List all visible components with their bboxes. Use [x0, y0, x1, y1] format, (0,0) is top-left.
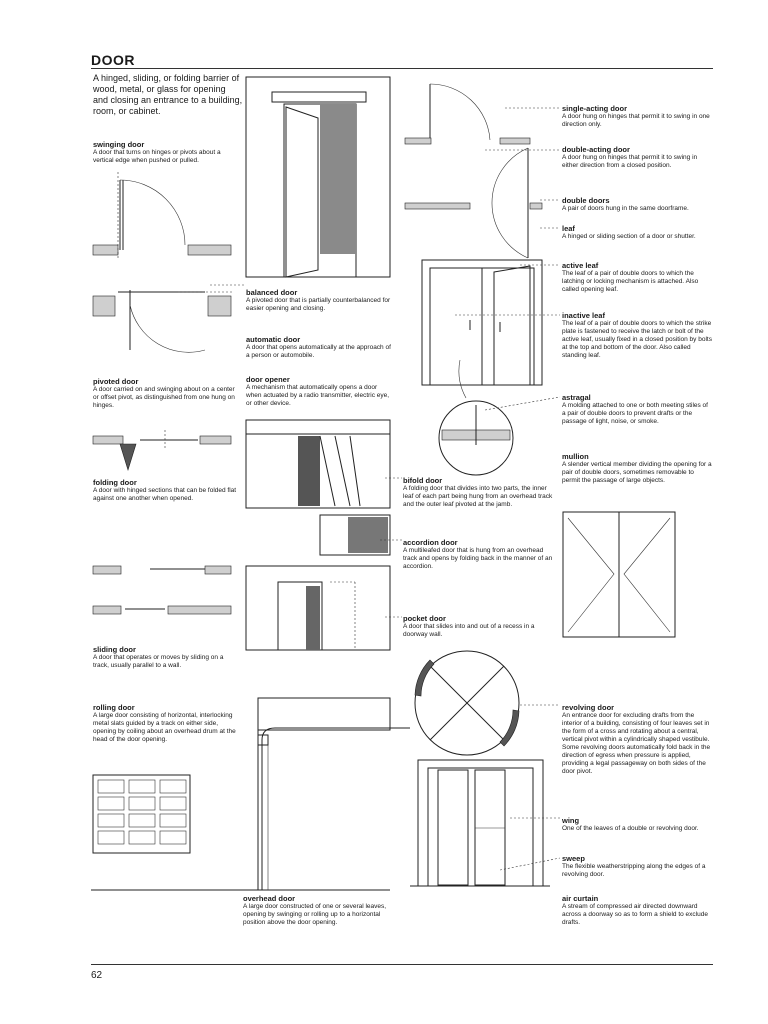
term-double-doors: double doors	[562, 196, 610, 205]
term-rolling-door: rolling door	[93, 703, 135, 712]
def-pocket-door: A door that slides into and out of a recess in a doorway wall.	[403, 623, 535, 638]
revolving-door-elevation-illustration	[410, 760, 550, 886]
term-single-acting-door: single-acting door	[562, 104, 628, 113]
revolving-door-illustration	[415, 651, 519, 755]
def-wing: One of the leaves of a double or revolving door.	[562, 825, 699, 832]
entry-inactive-leaf	[562, 311, 712, 360]
sliding-door-illustration	[93, 566, 231, 614]
page-title: DOOR	[91, 52, 135, 68]
def-leaf: A hinged or sliding section of a door or shutter.	[562, 233, 696, 240]
automatic-door-illustration	[246, 77, 390, 277]
term-revolving-door: revolving door	[562, 703, 615, 712]
term-double-acting-door: double-acting door	[562, 145, 630, 154]
def-active-leaf: The leaf of a pair of double doors to which the latching or locking mechanism is attached. Also called opening leaf.	[562, 270, 699, 293]
term-overhead-door: overhead door	[243, 894, 296, 903]
mullion-illustration	[563, 512, 675, 637]
def-door-opener: A mechanism that automatically opens a door when actuated by a radio transmitter, electric eye, or other device.	[246, 384, 390, 407]
def-revolving-door: An entrance door for excluding drafts from the interior of a building, consisting of four leaves set in the form of a cross and rotating about a central, vertical pivot within a cylindrically shaped vestibule. Some revolving doors automatically fold back in the direction of egress when pressure is applied, providing a legal passageway on both sides of the door pivot.	[562, 712, 711, 775]
def-pivoted-door: A door carried on and swinging about on a center or offset pivot, as distinguished from one hung on hinges.	[93, 386, 235, 409]
entry-rolling-door	[93, 703, 238, 744]
entry-active-leaf	[562, 261, 712, 294]
entry-bifold-door	[403, 476, 553, 509]
term-air-curtain: air curtain	[562, 894, 599, 903]
term-balanced-door: balanced door	[246, 288, 298, 297]
term-accordion-door: accordion door	[403, 538, 458, 547]
accordion-door-illustration	[320, 515, 390, 555]
swinging-door-illustration	[93, 172, 231, 260]
term-leaf: leaf	[562, 224, 575, 233]
entry-sweep	[562, 854, 712, 879]
def-sliding-door: A door that operates or moves by sliding on a track, usually parallel to a wall.	[93, 654, 224, 669]
entry-air-curtain	[562, 894, 712, 927]
rolling-door-illustration	[93, 775, 190, 853]
def-mullion: A slender vertical member dividing the opening for a pair of double doors, sometimes removable to permit the passage of large objects.	[562, 461, 712, 484]
term-inactive-leaf: inactive leaf	[562, 311, 605, 320]
def-inactive-leaf: The leaf of a pair of double doors to which the strike plate is fastened to receive the latch or bolt of the active leaf, usually fixed in a closed position by bolts at the top and bottom of the door. Also called standing leaf.	[562, 320, 712, 359]
page-number: 62	[91, 970, 103, 981]
def-sweep: The flexible weatherstripping along the edges of a revolving door.	[562, 863, 706, 878]
term-pocket-door: pocket door	[403, 614, 446, 623]
double-acting-door-illustration	[405, 148, 542, 258]
entry-accordion-door	[403, 538, 553, 571]
entry-mullion	[562, 452, 712, 485]
entry-overhead-door	[243, 894, 403, 927]
entry-double-doors	[562, 196, 712, 213]
pivoted-door-illustration	[93, 430, 231, 470]
def-air-curtain: A stream of compressed air directed downward across a doorway so as to form a shield to exclude drafts.	[562, 903, 708, 926]
term-astragal: astragal	[562, 393, 591, 402]
entry-folding-door	[93, 478, 238, 503]
def-astragal: A molding attached to one or both meeting stiles of a pair of double doors to prevent drafts or the passage of light, noise, or smoke.	[562, 402, 708, 425]
entry-balanced-door	[246, 288, 391, 313]
entry-leaf	[562, 224, 712, 241]
single-acting-door-illustration	[405, 84, 530, 144]
pocket-door-illustration	[246, 566, 390, 650]
term-automatic-door: automatic door	[246, 335, 301, 344]
term-active-leaf: active leaf	[562, 261, 599, 270]
def-single-acting-door: A door hung on hinges that permit it to swing in one direction only.	[562, 113, 710, 128]
def-accordion-door: A multileafed door that is hung from an overhead track and opens by folding back in the manner of an accordion.	[403, 547, 553, 570]
entry-single-acting-door	[562, 104, 712, 129]
def-bifold-door: A folding door that divides into two parts, the inner leaf of each part being hung from an overhead track and the outer leaf pivoted at the jamb.	[403, 485, 553, 508]
double-doors-illustration	[422, 260, 542, 385]
entry-astragal	[562, 393, 712, 426]
entry-sliding-door	[93, 645, 238, 670]
def-rolling-door: A large door consisting of horizontal, interlocking metal slats guided by a track on either side, opening by coiling about an overhead drum at the head of the door opening.	[93, 712, 236, 743]
def-folding-door: A door with hinged sections that can be folded flat against one another when opened.	[93, 487, 237, 502]
term-wing: wing	[562, 816, 580, 825]
def-automatic-door: A door that opens automatically at the approach of a person or automobile.	[246, 344, 391, 359]
term-mullion: mullion	[562, 452, 589, 461]
balanced-door-illustration	[93, 290, 232, 352]
term-swinging-door: swinging door	[93, 140, 145, 149]
term-folding-door: folding door	[93, 478, 137, 487]
term-sliding-door: sliding door	[93, 645, 136, 654]
intro-definition: A hinged, sliding, or folding barrier of wood, metal, or glass for opening and closing an entrance to a building, room, or cabinet.	[93, 73, 243, 116]
def-balanced-door: A pivoted door that is partially counterbalanced for easier opening and closing.	[246, 297, 391, 312]
entry-pocket-door	[403, 614, 553, 639]
folding-door-illustration	[246, 420, 390, 508]
def-double-acting-door: A door hung on hinges that permit it to swing in either direction from a closed position.	[562, 154, 698, 169]
def-overhead-door: A large door constructed of one or several leaves, opening by swinging or rolling up to a horizontal position above the door opening.	[243, 903, 387, 926]
entry-double-acting-door	[562, 145, 712, 170]
entry-revolving-door	[562, 703, 712, 776]
footer-rule	[91, 964, 713, 965]
def-swinging-door: A door that turns on hinges or pivots about a vertical edge when pushed or pulled.	[93, 149, 221, 164]
entry-swinging-door	[93, 140, 238, 165]
term-pivoted-door: pivoted door	[93, 377, 139, 386]
entry-wing	[562, 816, 712, 833]
entry-automatic-door	[246, 335, 391, 360]
def-double-doors: A pair of doors hung in the same doorframe.	[562, 205, 689, 212]
term-sweep: sweep	[562, 854, 585, 863]
astragal-illustration	[439, 360, 513, 475]
term-door-opener: door opener	[246, 375, 290, 384]
entry-door-opener	[246, 375, 391, 408]
entry-pivoted-door	[93, 377, 238, 410]
term-bifold-door: bifold door	[403, 476, 443, 485]
